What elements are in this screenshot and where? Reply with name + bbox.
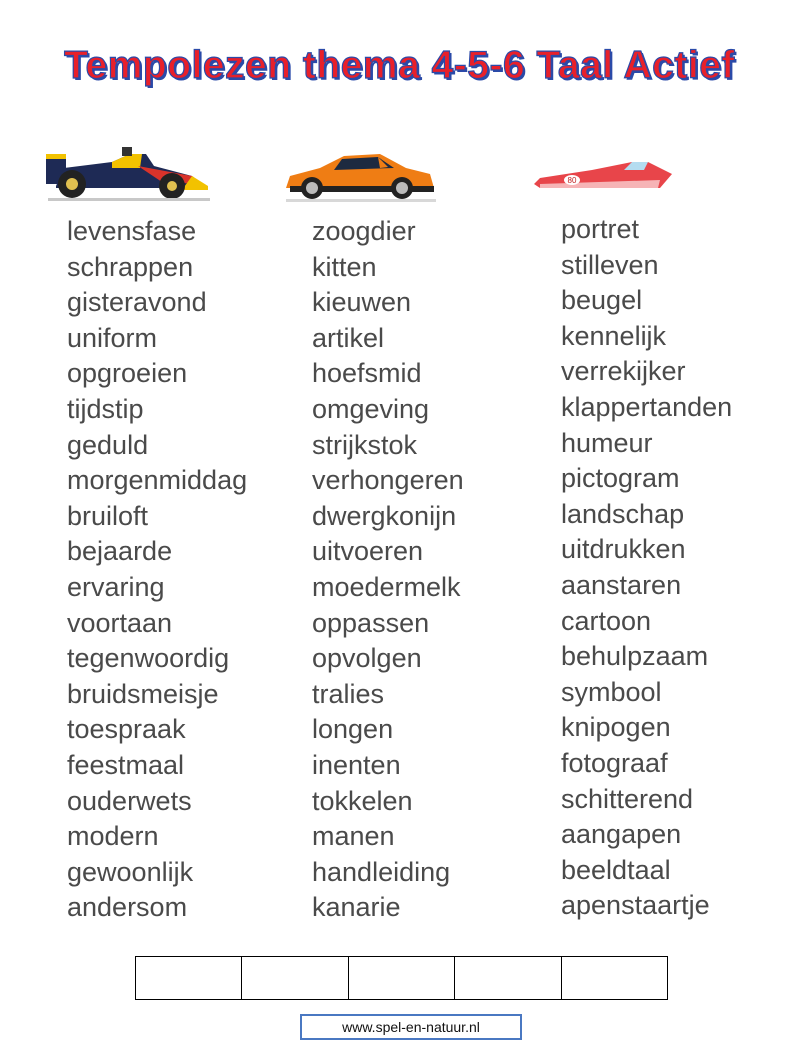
word: uitvoeren bbox=[312, 536, 424, 567]
word: humeur bbox=[561, 427, 653, 458]
word: andersom bbox=[67, 892, 188, 923]
word: landschap bbox=[561, 498, 685, 529]
word: fotograaf bbox=[561, 747, 668, 778]
boat-number: 80 bbox=[567, 176, 577, 185]
word: opvolgen bbox=[312, 643, 422, 674]
word: portret bbox=[561, 214, 640, 244]
sports-car-icon bbox=[282, 150, 438, 205]
word: strijkstok bbox=[312, 429, 418, 460]
word: kanarie bbox=[312, 892, 401, 923]
word: artikel bbox=[312, 322, 385, 353]
word: ouderwets bbox=[67, 785, 192, 816]
word: tijdstip bbox=[67, 393, 144, 424]
score-cell[interactable] bbox=[562, 957, 667, 999]
word: kennelijk bbox=[561, 320, 667, 351]
score-cell[interactable] bbox=[242, 957, 348, 999]
word: morgenmiddag bbox=[67, 465, 248, 496]
word: modern bbox=[67, 821, 159, 852]
word: bruidsmeisje bbox=[67, 678, 219, 709]
word: pictogram bbox=[561, 463, 680, 494]
word: beeldtaal bbox=[561, 854, 671, 885]
word: behulpzaam bbox=[561, 641, 709, 672]
word: gewoonlijk bbox=[67, 856, 194, 887]
race-car-icon bbox=[42, 146, 214, 204]
word: knipogen bbox=[561, 712, 671, 743]
word: schrappen bbox=[67, 251, 194, 282]
word: schitterend bbox=[561, 783, 694, 814]
word: aanstaren bbox=[561, 569, 682, 600]
word: toespraak bbox=[67, 714, 186, 745]
word: handleiding bbox=[312, 856, 451, 887]
word: longen bbox=[312, 714, 394, 745]
word: bruiloft bbox=[67, 500, 149, 531]
word: levensfase bbox=[67, 216, 197, 246]
word: omgeving bbox=[312, 393, 430, 424]
word: kitten bbox=[312, 251, 377, 282]
score-cell[interactable] bbox=[455, 957, 561, 999]
word-column-1 bbox=[67, 214, 247, 926]
word: zoogdier bbox=[312, 216, 416, 246]
word: bejaarde bbox=[67, 536, 173, 567]
word-column-3 bbox=[561, 212, 732, 924]
word: apenstaartje bbox=[561, 890, 710, 921]
word: feestmaal bbox=[67, 749, 185, 780]
word: geduld bbox=[67, 429, 149, 460]
word: moedermelk bbox=[312, 571, 461, 602]
word: ervaring bbox=[67, 571, 165, 602]
word: verhongeren bbox=[312, 465, 464, 496]
speedboat-icon bbox=[532, 158, 676, 194]
word: hoefsmid bbox=[312, 358, 422, 389]
score-cell[interactable] bbox=[136, 957, 242, 999]
word: verrekijker bbox=[561, 356, 686, 387]
word: uitdrukken bbox=[561, 534, 686, 565]
word: gisteravond bbox=[67, 287, 207, 318]
word: klappertanden bbox=[561, 391, 733, 422]
word: dwergkonijn bbox=[312, 500, 457, 531]
word: kieuwen bbox=[312, 287, 412, 318]
word: oppassen bbox=[312, 607, 430, 638]
website-link[interactable]: www.spel-en-natuur.nl bbox=[300, 1014, 522, 1040]
word: beugel bbox=[561, 285, 643, 316]
word-column-2 bbox=[312, 214, 464, 926]
word: tralies bbox=[312, 678, 385, 709]
word: voortaan bbox=[67, 607, 173, 638]
word: cartoon bbox=[561, 605, 652, 636]
word: manen bbox=[312, 821, 395, 852]
word: tegenwoordig bbox=[67, 643, 230, 674]
word: aangapen bbox=[561, 819, 682, 850]
score-cell[interactable] bbox=[349, 957, 455, 999]
word: stilleven bbox=[561, 249, 659, 280]
page-title: Tempolezen thema 4-5-6 Taal Actief bbox=[64, 44, 735, 87]
word: opgroeien bbox=[67, 358, 188, 389]
word: tokkelen bbox=[312, 785, 413, 816]
word: uniform bbox=[67, 322, 158, 353]
score-table bbox=[135, 956, 668, 1000]
word: inenten bbox=[312, 749, 401, 780]
word: symbool bbox=[561, 676, 662, 707]
